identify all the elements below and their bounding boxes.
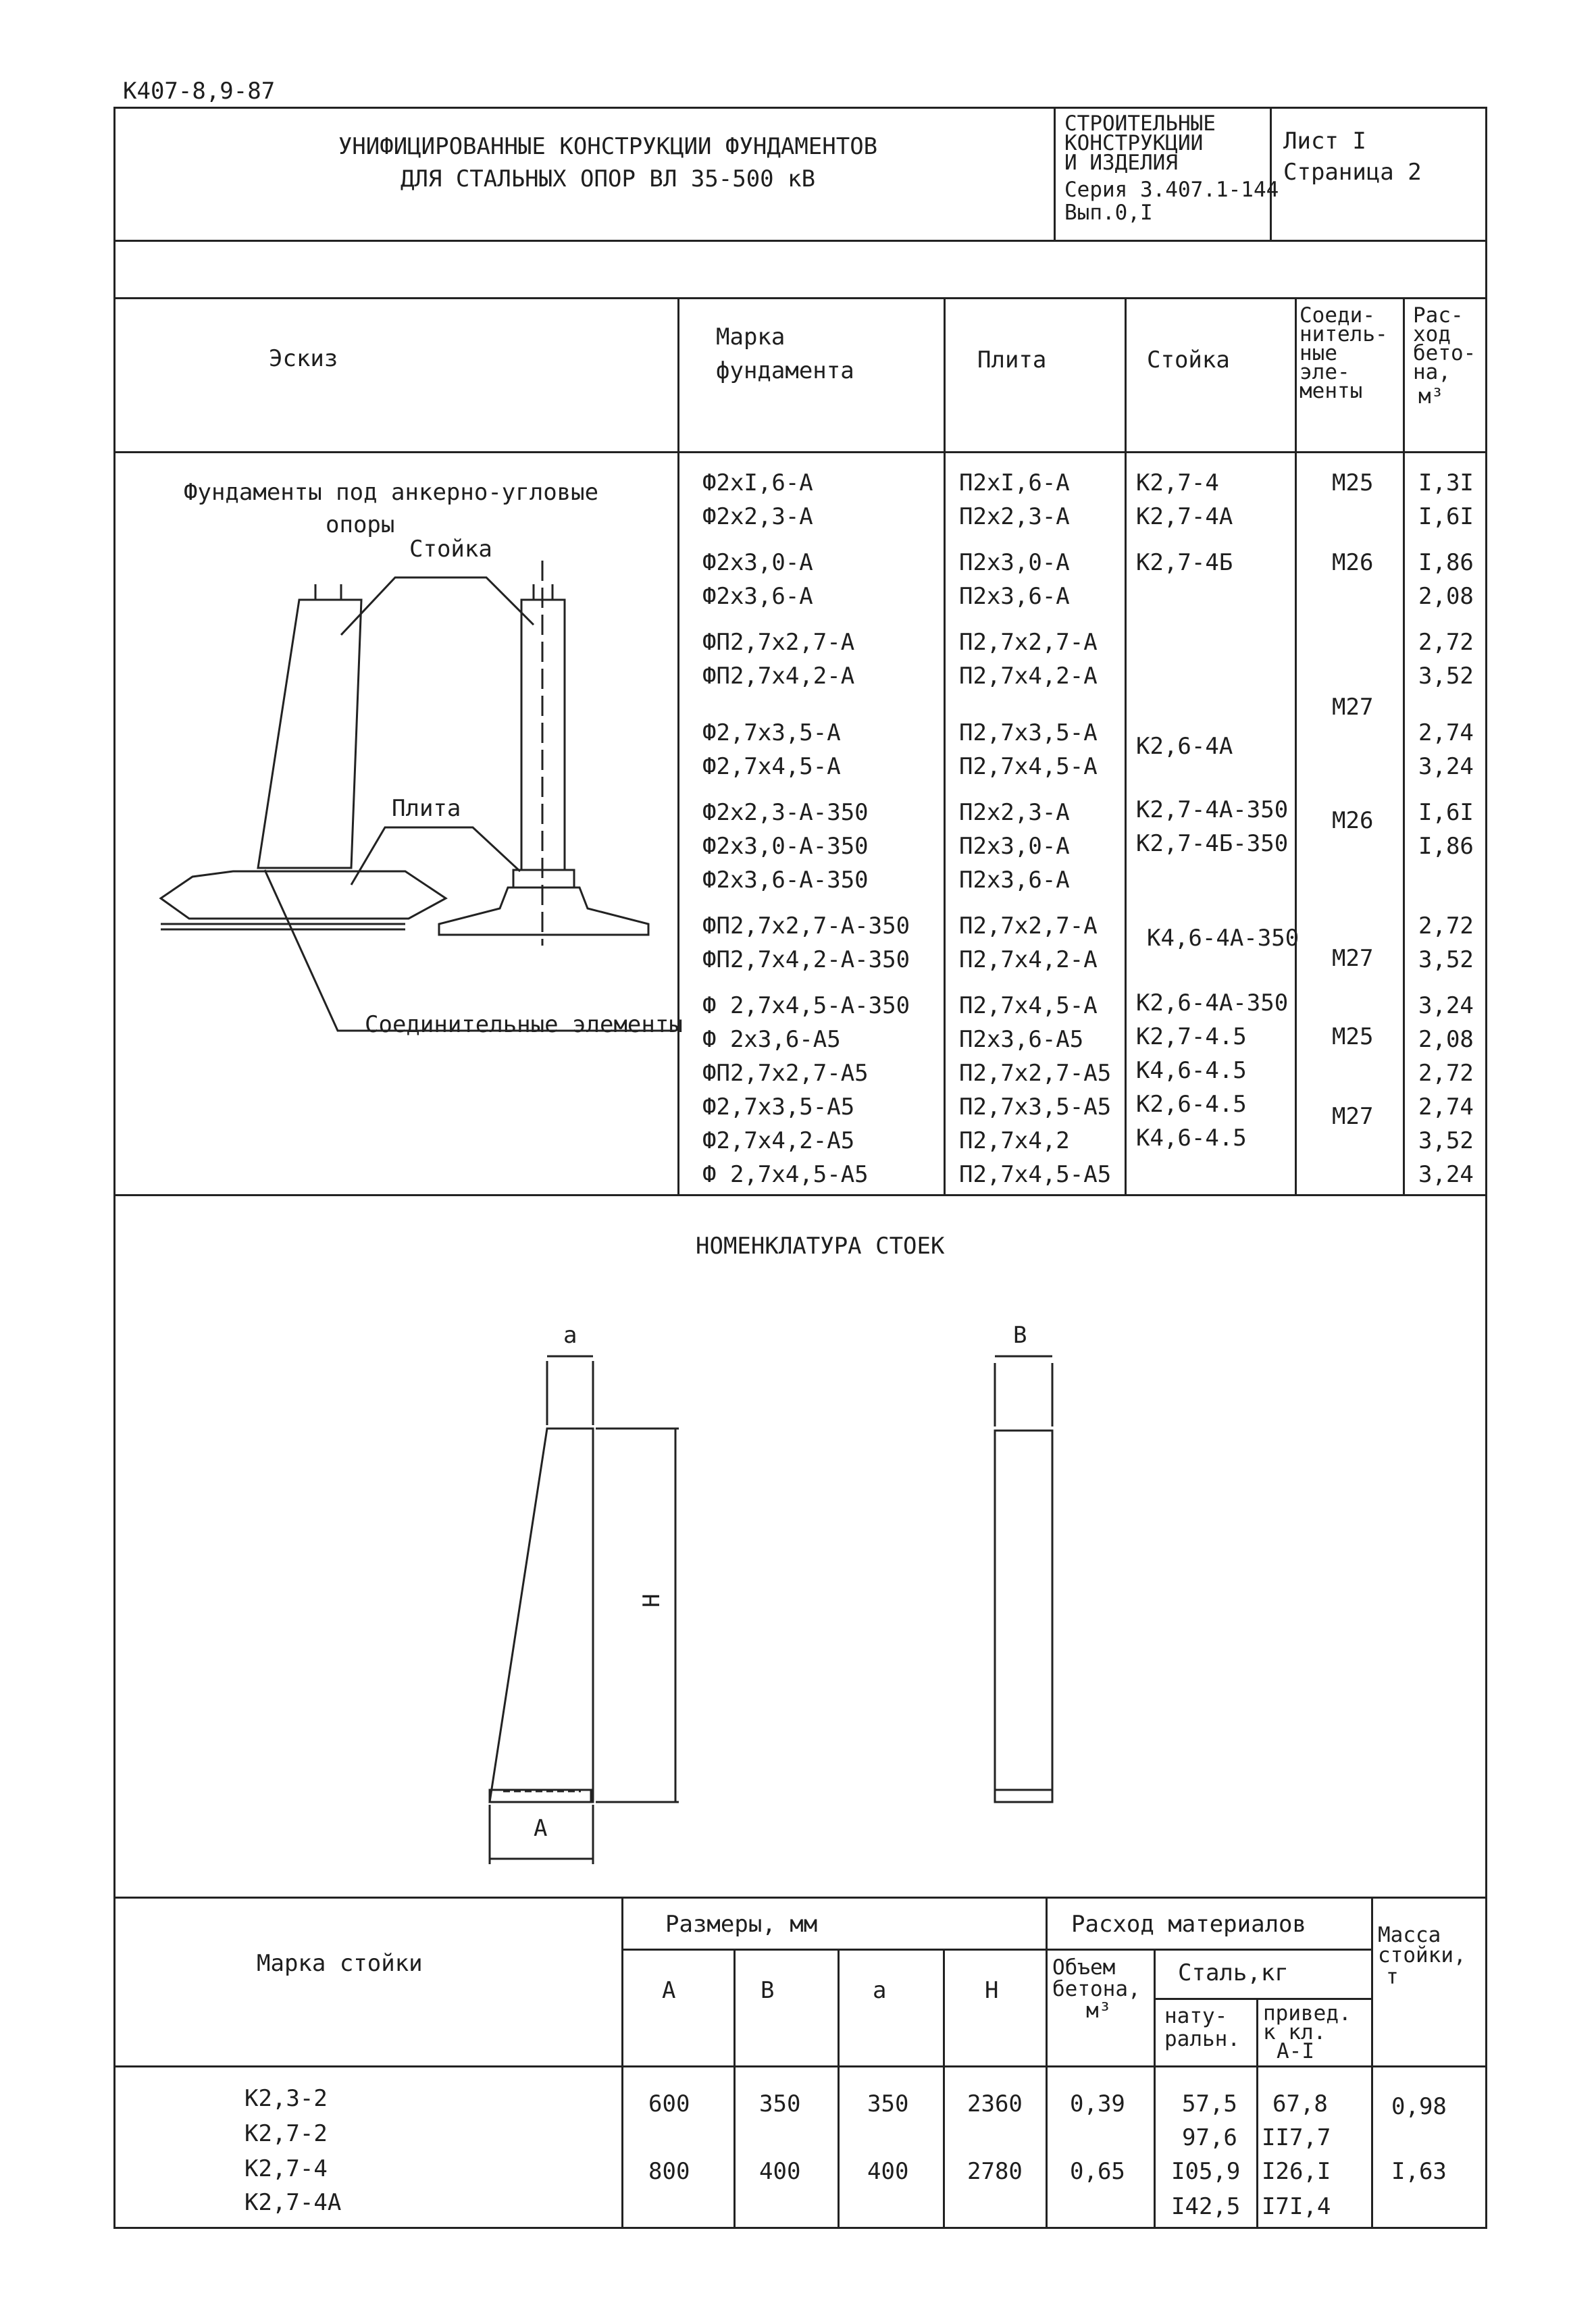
header-volume-l2: бетона, [1052, 1977, 1141, 2001]
document-code: К407-8,9-87 [123, 78, 276, 105]
mark-cell: ФП2,7х2,7-А [702, 629, 855, 656]
connector-cell: М27 [1332, 945, 1374, 972]
post-mark-cell: К2,7-4 [244, 2155, 328, 2182]
header-materials: Расход материалов [1071, 1911, 1306, 1938]
sheet-number: Лист I [1283, 128, 1366, 155]
header-a: а [873, 1977, 887, 2004]
header-connectors-l3: ные [1299, 341, 1337, 365]
post-cell: К2,7-4Б-350 [1136, 830, 1289, 857]
size-H-cell: 2360 [967, 2090, 1023, 2117]
size-a-cell: 350 [867, 2090, 909, 2117]
plate-cell: П2,7х4,2-А [959, 946, 1098, 973]
category-line2: КОНСТРУКЦИИ [1064, 131, 1204, 155]
marks-column [702, 466, 910, 1191]
mark-cell: Ф2х3,0-А-350 [702, 833, 869, 860]
connector-cell: М27 [1332, 694, 1374, 721]
header-A: А [662, 1977, 676, 2004]
header-volume-l1: Объем [1052, 1955, 1116, 1980]
concrete-cell: 2,72 [1418, 1060, 1474, 1087]
header-H: Н [985, 1977, 999, 2004]
header-plate: Плита [977, 346, 1047, 374]
header-connectors-l4: эле- [1299, 360, 1350, 384]
category-line1: СТРОИТЕЛЬНЫЕ [1064, 111, 1216, 136]
size-A-cell: 600 [648, 2090, 690, 2117]
concrete-cell: 3,52 [1418, 946, 1474, 973]
dimension-H-label: Н [638, 1593, 665, 1608]
header-sizes: Размеры, мм [665, 1911, 818, 1938]
plate-cell: П2,7х4,5-А [959, 753, 1098, 780]
category-line3: И ИЗДЕЛИЯ [1064, 151, 1178, 175]
plate-cell: П2х3,6-А [959, 867, 1070, 894]
post-cell: К2,7-4.5 [1136, 1023, 1247, 1050]
dimension-a-label: а [563, 1322, 577, 1349]
header-volume-l3: м³ [1086, 1999, 1112, 2023]
connector-cell: М25 [1332, 1023, 1374, 1050]
issue-number: Вып.0,I [1064, 201, 1153, 225]
header-mark-line2: фундамента [716, 357, 854, 384]
mark-cell: Ф2х3,6-А [702, 583, 813, 610]
mark-cell: ФП2,7х2,7-А5 [702, 1060, 869, 1087]
header-reduced-l3: А-I [1277, 2039, 1314, 2063]
header-concrete-l4: на, [1413, 360, 1451, 384]
mark-cell: Ф2,7х3,5-А5 [702, 1094, 855, 1121]
concrete-cell: 2,08 [1418, 583, 1474, 610]
mark-cell: Ф2,7х4,5-А [702, 753, 841, 780]
header-sketch: Эскиз [269, 345, 338, 372]
mark-cell: Ф2,7х3,5-А [702, 719, 841, 746]
concrete-cell: 3,52 [1418, 663, 1474, 690]
sketch-label-connectors: Соединительные элементы [365, 1011, 683, 1038]
steel-natural-cell: I05,9 [1171, 2158, 1241, 2185]
header-concrete-l3: бето- [1413, 341, 1476, 365]
concrete-cell: 2,74 [1418, 719, 1474, 746]
steel-reduced-cell: I7I,4 [1262, 2193, 1331, 2220]
concrete-cell: I,6I [1418, 503, 1474, 530]
concrete-cell: 2,08 [1418, 1026, 1474, 1053]
mark-cell: Ф2,7х4,2-А5 [702, 1127, 855, 1154]
concrete-cell: 2,74 [1418, 1094, 1474, 1121]
dimension-B-label: В [1013, 1322, 1027, 1349]
plate-cell: П2,7х2,7-А [959, 629, 1098, 656]
size-a-cell: 400 [867, 2158, 909, 2185]
post-cell: К4,6-4.5 [1136, 1057, 1247, 1084]
volume-cell: 0,65 [1070, 2158, 1125, 2185]
connector-cell: М25 [1332, 469, 1374, 496]
plate-cell: П2х3,6-А5 [959, 1026, 1084, 1053]
header-reduced-l2: к кл. [1263, 2020, 1327, 2045]
concrete-cell: I,86 [1418, 549, 1474, 576]
steel-reduced-cell: I26,I [1262, 2158, 1331, 2185]
post-cell: К4,6-4А-350 [1147, 925, 1299, 952]
dimension-A-label: А [534, 1815, 548, 1842]
mark-cell: Ф2х2,3-А-350 [702, 799, 869, 826]
header-B: В [761, 1977, 775, 2004]
post-cell: К2,6-4А [1136, 733, 1233, 760]
steel-reduced-cell: 67,8 [1272, 2090, 1328, 2117]
post-cell: К2,7-4А [1136, 503, 1233, 530]
concrete-cell: 3,24 [1418, 753, 1474, 780]
connector-cell: М26 [1332, 807, 1374, 834]
post-mark-cell: К2,7-4А [244, 2189, 342, 2216]
mark-cell: Ф 2,7х4,5-А-350 [702, 992, 910, 1019]
post-cell: К4,6-4.5 [1136, 1125, 1247, 1152]
sketch-caption-line2: опоры [326, 511, 395, 538]
mark-cell: Ф2х3,6-А-350 [702, 867, 869, 894]
plates-column [959, 466, 1111, 1191]
mark-cell: Ф 2х3,6-А5 [702, 1026, 841, 1053]
plate-cell: П2х2,3-А [959, 503, 1070, 530]
plate-cell: П2,7х3,5-А [959, 719, 1098, 746]
post-mark-cell: К2,3-2 [244, 2085, 328, 2112]
connector-cell: М26 [1332, 549, 1374, 576]
header-mass-l3: т [1386, 1965, 1399, 1989]
header-connectors-l2: нитель- [1299, 322, 1388, 346]
sketch-caption-line1: Фундаменты под анкерно-угловые [184, 479, 599, 506]
plate-cell: П2,7х2,7-А [959, 912, 1098, 940]
concrete-cell: 2,72 [1418, 912, 1474, 940]
concrete-column [1418, 466, 1474, 1191]
mark-cell: Ф2хI,6-А [702, 469, 813, 496]
sketch-label-post: Стойка [409, 536, 492, 563]
header-post: Стойка [1147, 346, 1230, 374]
plate-cell: П2,7х4,5-А [959, 992, 1098, 1019]
header-connectors-l5: менты [1299, 379, 1363, 403]
mark-cell: ФП2,7х4,2-А [702, 663, 855, 690]
post-mark-cell: К2,7-2 [244, 2120, 328, 2147]
post-cell: К2,6-4.5 [1136, 1091, 1247, 1118]
mark-cell: Ф2х2,3-А [702, 503, 813, 530]
mass-cell: I,63 [1391, 2158, 1447, 2185]
plate-cell: П2,7х4,2-А [959, 663, 1098, 690]
plate-cell: П2,7х4,2 [959, 1127, 1070, 1154]
header-mark-line1: Марка [716, 324, 786, 351]
header-concrete-l2: ход [1413, 322, 1451, 346]
concrete-cell: I,3I [1418, 469, 1474, 496]
nomenclature-title: НОМЕНКЛАТУРА СТОЕК [696, 1233, 945, 1260]
page-number: Страница 2 [1283, 159, 1422, 186]
volume-cell: 0,39 [1070, 2090, 1125, 2117]
concrete-cell: I,86 [1418, 833, 1474, 860]
post-cell: К2,7-4А-350 [1136, 796, 1289, 823]
plate-cell: П2,7х3,5-А5 [959, 1094, 1112, 1121]
size-B-cell: 350 [759, 2090, 801, 2117]
steel-natural-cell: 97,6 [1182, 2124, 1237, 2151]
plate-cell: П2хI,6-А [959, 469, 1070, 496]
concrete-cell: I,6I [1418, 799, 1474, 826]
header-natural-l2: ральн. [1164, 2027, 1240, 2051]
size-A-cell: 800 [648, 2158, 690, 2185]
size-H-cell: 2780 [967, 2158, 1023, 2185]
post-cell: К2,6-4А-350 [1136, 989, 1289, 1017]
post-cell: К2,7-4 [1136, 469, 1219, 496]
steel-natural-cell: 57,5 [1182, 2090, 1237, 2117]
concrete-cell: 3,24 [1418, 1161, 1474, 1188]
concrete-cell: 3,52 [1418, 1127, 1474, 1154]
concrete-cell: 2,72 [1418, 629, 1474, 656]
header-title-line2: ДЛЯ СТАЛЬНЫХ ОПОР ВЛ 35-500 кВ [400, 165, 816, 192]
series-code: Серия 3.407.1-144 [1064, 178, 1279, 202]
mark-cell: Ф 2,7х4,5-А5 [702, 1161, 869, 1188]
plate-cell: П2х3,6-А [959, 583, 1070, 610]
plate-cell: П2х3,0-А [959, 833, 1070, 860]
header-steel: Сталь,кг [1178, 1959, 1289, 1986]
concrete-cell: 3,24 [1418, 992, 1474, 1019]
connector-cell: М27 [1332, 1103, 1374, 1130]
header-reduced-l1: привед. [1263, 2001, 1352, 2026]
mass-cell: 0,98 [1391, 2093, 1447, 2120]
plate-cell: П2,7х2,7-А5 [959, 1060, 1112, 1087]
plate-cell: П2,7х4,5-А5 [959, 1161, 1112, 1188]
mark-cell: Ф2х3,0-А [702, 549, 813, 576]
mark-cell: ФП2,7х2,7-А-350 [702, 912, 910, 940]
header-mass-l2: стойки, [1378, 1943, 1466, 1968]
mark-cell: ФП2,7х4,2-А-350 [702, 946, 910, 973]
header-concrete-l1: Рас- [1413, 303, 1464, 328]
header-natural-l1: нату- [1164, 2004, 1228, 2028]
plate-cell: П2х3,0-А [959, 549, 1070, 576]
size-B-cell: 400 [759, 2158, 801, 2185]
sketch-label-plate: Плита [392, 795, 461, 822]
header-post-mark: Марка стойки [257, 1950, 423, 1977]
steel-natural-cell: I42,5 [1171, 2193, 1241, 2220]
plate-cell: П2х2,3-А [959, 799, 1070, 826]
header-concrete-l5: м³ [1418, 384, 1444, 409]
header-connectors-l1: Соеди- [1299, 303, 1375, 328]
header-mass-l1: Масса [1378, 1923, 1441, 1947]
post-cell: К2,7-4Б [1136, 549, 1233, 576]
steel-reduced-cell: II7,7 [1262, 2124, 1331, 2151]
header-title-line1: УНИФИЦИРОВАННЫЕ КОНСТРУКЦИИ ФУНДАМЕНТОВ [338, 133, 878, 160]
